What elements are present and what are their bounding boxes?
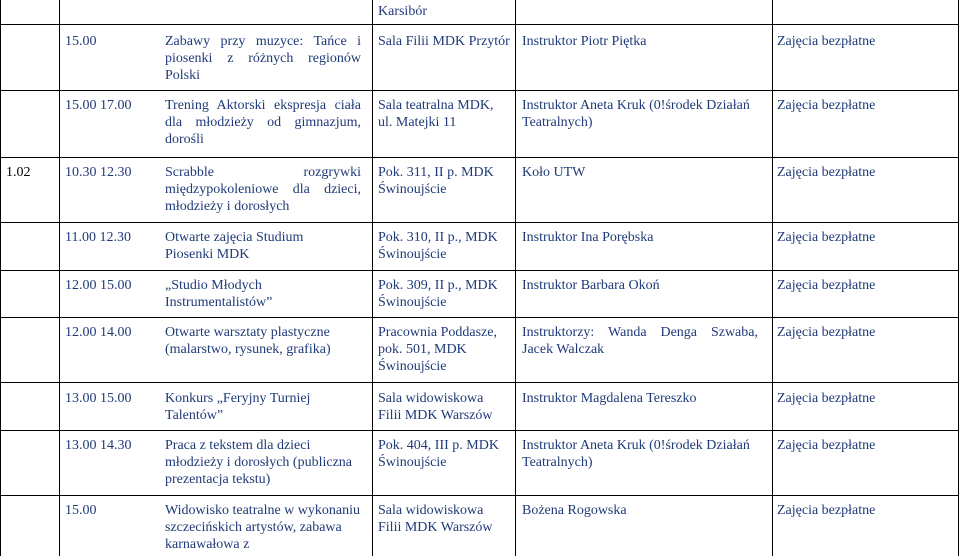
row-5-instructor: Instruktor Barbara Okoń xyxy=(522,278,660,293)
row-8-instructor: Instruktor Aneta Kruk (0!środek Działań Teatralnych) xyxy=(522,438,750,470)
grid-line xyxy=(0,90,959,91)
row-3-date: 1.02 xyxy=(6,165,31,180)
row-3-activity: Scrabble rozgrywki międzypokoleniowe dla dzieci, młodzieży i dorosłych xyxy=(165,165,361,214)
grid-line xyxy=(515,0,516,556)
row-2-activity: Trening Aktorski ekspresja ciała dla młodzieży od gimnazjum, dorośli xyxy=(165,98,361,147)
grid-line xyxy=(958,0,959,556)
row-9-activity: Widowisko teatralne w wykonaniu szczecińskich artystów, zabawa karnawałowa z xyxy=(165,503,361,552)
row-1-instructor: Instruktor Piotr Piętka xyxy=(522,34,647,49)
grid-line xyxy=(0,382,959,383)
row-2-place: Sala teatralna MDK, ul. Matejki 11 xyxy=(378,98,494,130)
row-7-instructor: Instruktor Magdalena Tereszko xyxy=(522,391,697,406)
row-4-time: 11.00 12.30 xyxy=(65,230,131,245)
row-2-instructor: Instruktor Aneta Kruk (0!środek Działań Teatralnych) xyxy=(522,98,750,130)
row-7-place: Sala widowiskowa Filii MDK Warszów xyxy=(378,391,493,423)
row-9-place: Sala widowiskowa Filii MDK Warszów xyxy=(378,503,493,535)
row-8-time: 13.00 14.30 xyxy=(65,438,132,453)
grid-line xyxy=(0,495,959,496)
grid-line xyxy=(59,0,60,556)
row-7-activity: Konkurs „Feryjny Turniej Talentów” xyxy=(165,391,311,423)
grid-line xyxy=(0,317,959,318)
row-3-place: Pok. 311, II p. MDK Świnoujście xyxy=(378,165,494,197)
row-8-fee: Zajęcia bezpłatne xyxy=(777,438,876,453)
row-1-time: 15.00 xyxy=(65,34,97,49)
row-7-time: 13.00 15.00 xyxy=(65,391,132,406)
grid-line xyxy=(772,0,773,556)
row-4-fee: Zajęcia bezpłatne xyxy=(777,230,876,245)
row-6-activity: Otwarte warsztaty plastyczne (malarstwo, rysunek, grafika) xyxy=(165,325,331,357)
row-3-fee: Zajęcia bezpłatne xyxy=(777,165,876,180)
row-4-place: Pok. 310, II p., MDK Świnoujście xyxy=(378,230,498,262)
row-1-place: Sala Filii MDK Przytór xyxy=(378,34,510,49)
grid-line xyxy=(0,157,959,158)
row-6-instructor: Instruktorzy: Wanda Denga Szwaba, Jacek Walczak xyxy=(522,325,758,357)
grid-line xyxy=(0,430,959,431)
prev-row-place-fragment: Karsibór xyxy=(378,4,427,19)
row-6-place: Pracownia Poddasze, pok. 501, MDK Świnoujście xyxy=(378,325,497,374)
row-5-fee: Zajęcia bezpłatne xyxy=(777,278,876,293)
row-8-activity: Praca z tekstem dla dzieci młodzieży i dorosłych (publiczna prezentacja tekstu) xyxy=(165,438,352,487)
row-3-time: 10.30 12.30 xyxy=(65,165,132,180)
row-8-place: Pok. 404, III p. MDK Świnoujście xyxy=(378,438,499,470)
row-5-time: 12.00 15.00 xyxy=(65,278,132,293)
row-7-fee: Zajęcia bezpłatne xyxy=(777,391,876,406)
row-6-fee: Zajęcia bezpłatne xyxy=(777,325,876,340)
row-9-instructor: Bożena Rogowska xyxy=(522,503,627,518)
row-1-activity: Zabawy przy muzyce: Tańce i piosenki z różnych regionów Polski xyxy=(165,34,361,83)
grid-line xyxy=(0,270,959,271)
row-1-fee: Zajęcia bezpłatne xyxy=(777,34,876,49)
grid-line xyxy=(0,222,959,223)
row-5-place: Pok. 309, II p., MDK Świnoujście xyxy=(378,278,498,310)
row-4-instructor: Instruktor Ina Porębska xyxy=(522,230,654,245)
row-4-activity: Otwarte zajęcia Studium Piosenki MDK xyxy=(165,230,304,262)
row-5-activity: „Studio Młodych Instrumentalistów” xyxy=(165,278,273,310)
row-6-time: 12.00 14.00 xyxy=(65,325,132,340)
row-2-time: 15.00 17.00 xyxy=(65,98,132,113)
row-9-time: 15.00 xyxy=(65,503,97,518)
row-2-fee: Zajęcia bezpłatne xyxy=(777,98,876,113)
grid-line xyxy=(0,24,959,25)
grid-line xyxy=(372,0,373,556)
row-3-instructor: Koło UTW xyxy=(522,165,586,180)
row-9-fee: Zajęcia bezpłatne xyxy=(777,503,876,518)
grid-line xyxy=(0,0,1,556)
